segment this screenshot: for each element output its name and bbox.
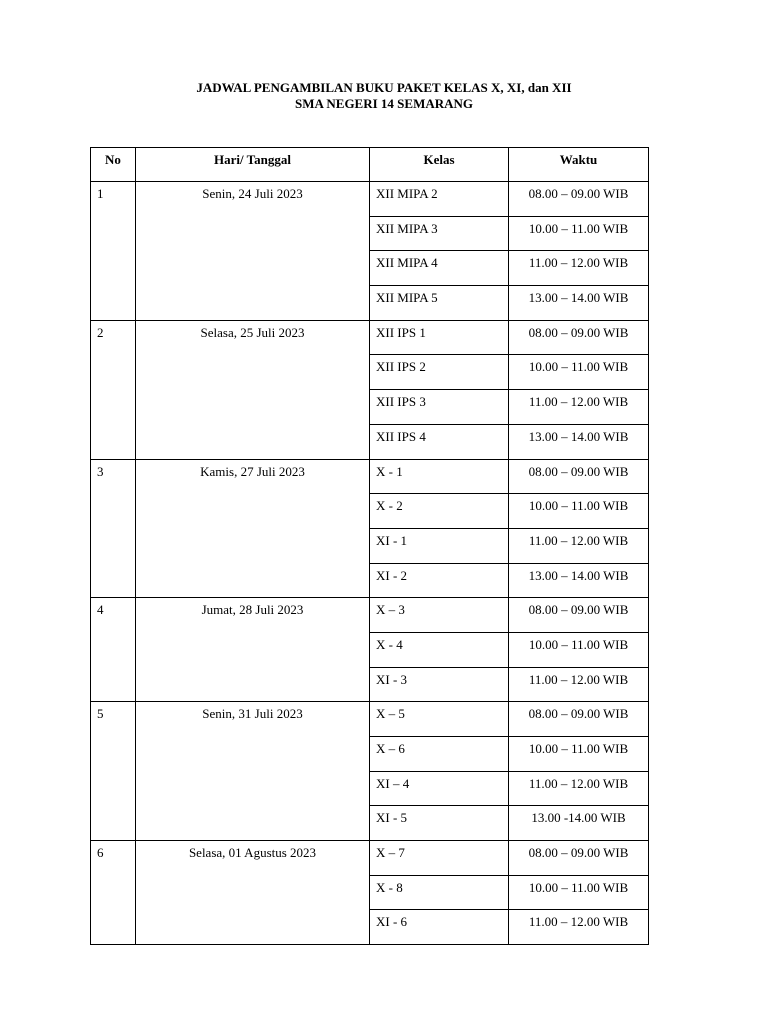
header-kelas: Kelas: [370, 148, 509, 182]
cell-no: 3: [91, 459, 136, 598]
cell-kelas: XII MIPA 3: [370, 216, 509, 251]
cell-hari-tanggal: Senin, 24 Juli 2023: [136, 182, 370, 321]
cell-kelas: XII MIPA 5: [370, 286, 509, 321]
schedule-table: [90, 147, 649, 945]
cell-waktu: 08.00 – 09.00 WIB: [509, 598, 649, 633]
cell-hari-tanggal: Senin, 31 Juli 2023: [136, 702, 370, 841]
cell-waktu: 13.00 – 14.00 WIB: [509, 424, 649, 459]
cell-waktu: 10.00 – 11.00 WIB: [509, 875, 649, 910]
table-row: [91, 702, 649, 737]
cell-no: 1: [91, 182, 136, 321]
cell-waktu: 08.00 – 09.00 WIB: [509, 182, 649, 217]
cell-kelas: X - 1: [370, 459, 509, 494]
cell-waktu: 13.00 -14.00 WIB: [509, 806, 649, 841]
cell-no: 4: [91, 598, 136, 702]
header-hari-tanggal: Hari/ Tanggal: [136, 148, 370, 182]
cell-kelas: XII MIPA 4: [370, 251, 509, 286]
table-row: [91, 841, 649, 876]
table-row: [91, 459, 649, 494]
cell-kelas: XII IPS 2: [370, 355, 509, 390]
cell-waktu: 10.00 – 11.00 WIB: [509, 355, 649, 390]
cell-kelas: X – 7: [370, 841, 509, 876]
cell-hari-tanggal: Selasa, 25 Juli 2023: [136, 320, 370, 459]
cell-waktu: 10.00 – 11.00 WIB: [509, 737, 649, 772]
cell-hari-tanggal: Jumat, 28 Juli 2023: [136, 598, 370, 702]
cell-kelas: XII IPS 1: [370, 320, 509, 355]
cell-hari-tanggal: Kamis, 27 Juli 2023: [136, 459, 370, 598]
cell-kelas: X – 5: [370, 702, 509, 737]
cell-kelas: XII IPS 3: [370, 390, 509, 425]
cell-kelas: XI - 3: [370, 667, 509, 702]
cell-kelas: XI – 4: [370, 771, 509, 806]
cell-waktu: 11.00 – 12.00 WIB: [509, 528, 649, 563]
table-row: [91, 598, 649, 633]
cell-waktu: 11.00 – 12.00 WIB: [509, 771, 649, 806]
document-subtitle: SMA NEGERI 14 SEMARANG: [294, 96, 474, 111]
cell-waktu: 08.00 – 09.00 WIB: [509, 320, 649, 355]
header-waktu: Waktu: [509, 148, 649, 182]
cell-no: 2: [91, 320, 136, 459]
cell-waktu: 08.00 – 09.00 WIB: [509, 459, 649, 494]
cell-waktu: 11.00 – 12.00 WIB: [509, 667, 649, 702]
table-row: [91, 320, 649, 355]
cell-kelas: XII IPS 4: [370, 424, 509, 459]
cell-kelas: X - 8: [370, 875, 509, 910]
cell-kelas: XI - 5: [370, 806, 509, 841]
cell-waktu: 11.00 – 12.00 WIB: [509, 910, 649, 945]
cell-kelas: X - 2: [370, 494, 509, 529]
cell-no: 6: [91, 841, 136, 945]
cell-kelas: XI - 1: [370, 528, 509, 563]
header-no: No: [91, 148, 136, 182]
cell-waktu: 11.00 – 12.00 WIB: [509, 251, 649, 286]
table-row: [91, 182, 649, 217]
table-header-row: [91, 148, 649, 182]
cell-waktu: 10.00 – 11.00 WIB: [509, 494, 649, 529]
cell-waktu: 10.00 – 11.00 WIB: [509, 632, 649, 667]
cell-kelas: XI - 2: [370, 563, 509, 598]
cell-kelas: XI - 6: [370, 910, 509, 945]
cell-kelas: XII MIPA 2: [370, 182, 509, 217]
cell-waktu: 08.00 – 09.00 WIB: [509, 841, 649, 876]
cell-kelas: X – 6: [370, 737, 509, 772]
cell-waktu: 11.00 – 12.00 WIB: [509, 390, 649, 425]
cell-hari-tanggal: Selasa, 01 Agustus 2023: [136, 841, 370, 945]
cell-no: 5: [91, 702, 136, 841]
cell-waktu: 10.00 – 11.00 WIB: [509, 216, 649, 251]
cell-waktu: 08.00 – 09.00 WIB: [509, 702, 649, 737]
cell-kelas: X – 3: [370, 598, 509, 633]
cell-kelas: X - 4: [370, 632, 509, 667]
document-title: JADWAL PENGAMBILAN BUKU PAKET KELAS X, XI, dan XII: [196, 80, 572, 95]
cell-waktu: 13.00 – 14.00 WIB: [509, 563, 649, 598]
cell-waktu: 13.00 – 14.00 WIB: [509, 286, 649, 321]
